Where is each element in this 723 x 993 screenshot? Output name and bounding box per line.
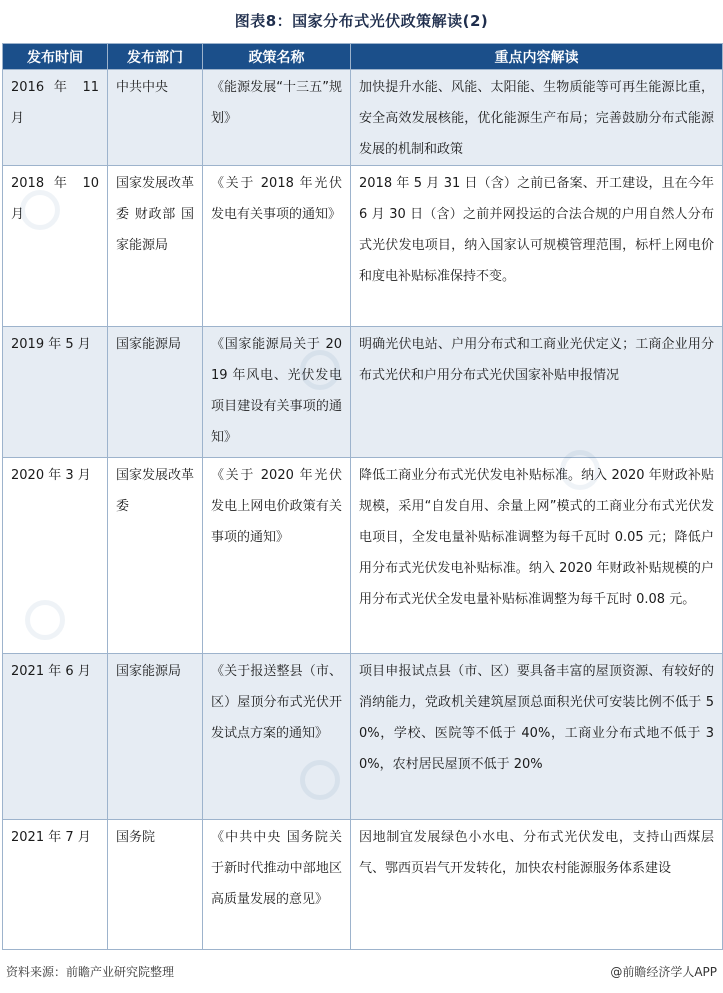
cell-date: 2018 年 10 月 (3, 166, 108, 327)
cell-date: 2019 年 5 月 (3, 327, 108, 458)
header-date: 发布时间 (3, 44, 108, 70)
cell-key-points: 因地制宜发展绿色小水电、分布式光伏发电，支持山西煤层气、鄂西页岩气开发转化，加快农村能源服务体系建设 (351, 820, 723, 950)
cell-key-points: 2018 年 5 月 31 日（含）之前已备案、开工建设，且在今年 6 月 30 日（含）之前并网投运的合法合规的户用自然人分布式光伏发电项目，纳入国家认可规模管理范围，标杆上网电价和度电补贴标准保持不变。 (351, 166, 723, 327)
table-row (3, 654, 723, 820)
table-row (3, 166, 723, 327)
cell-policy-name: 《关于 2018 年光伏发电有关事项的通知》 (203, 166, 351, 327)
header-key-points: 重点内容解读 (351, 44, 723, 70)
table-row (3, 458, 723, 654)
cell-department: 国家发展改革委 财政部 国家能源局 (108, 166, 203, 327)
cell-department: 国家发展改革委 (108, 458, 203, 654)
cell-date: 2021 年 7 月 (3, 820, 108, 950)
cell-department: 国家能源局 (108, 327, 203, 458)
source-note: 资料来源：前瞻产业研究院整理 (6, 965, 175, 979)
header-policy-name: 政策名称 (203, 44, 351, 70)
cell-policy-name: 《国家能源局关于 2019 年风电、光伏发电项目建设有关事项的通知》 (203, 327, 351, 458)
cell-date: 2016 年 11 月 (3, 70, 108, 166)
table-row (3, 820, 723, 950)
chart-title: 图表8：国家分布式光伏政策解读(2) (234, 12, 489, 30)
cell-policy-name: 《关于报送整县（市、区）屋顶分布式光伏开发试点方案的通知》 (203, 654, 351, 820)
policy-table (2, 43, 723, 950)
table-row (3, 70, 723, 166)
brand-credit: @前瞻经济学人APP (610, 965, 717, 979)
table-row (3, 327, 723, 458)
table-header-row (3, 44, 723, 70)
cell-policy-name: 《关于 2020 年光伏发电上网电价政策有关事项的通知》 (203, 458, 351, 654)
cell-key-points: 项目申报试点县（市、区）要具备丰富的屋顶资源、有较好的消纳能力，党政机关建筑屋顶总面积光伏可安装比例不低于 50%，学校、医院等不低于 40%，工商业分布式地不低于 30%，农村居民屋顶不低于 20% (351, 654, 723, 820)
cell-key-points: 降低工商业分布式光伏发电补贴标准。纳入 2020 年财政补贴规模，采用“自发自用、余量上网”模式的工商业分布式光伏发电项目，全发电量补贴标准调整为每千瓦时 0.05 元；降低户用分布式光伏发电补贴标准。纳入 2020 年财政补贴规模的户用分布式光伏全发电量补贴标准调整为每千瓦时 0.08 元。 (351, 458, 723, 654)
cell-department: 国务院 (108, 820, 203, 950)
cell-department: 中共中央 (108, 70, 203, 166)
cell-department: 国家能源局 (108, 654, 203, 820)
header-department: 发布部门 (108, 44, 203, 70)
cell-policy-name: 《中共中央 国务院关于新时代推动中部地区高质量发展的意见》 (203, 820, 351, 950)
cell-policy-name: 《能源发展“十三五”规划》 (203, 70, 351, 166)
cell-key-points: 加快提升水能、风能、太阳能、生物质能等可再生能源比重，安全高效发展核能，优化能源生产布局；完善鼓励分布式能源发展的机制和政策 (351, 70, 723, 166)
cell-date: 2020 年 3 月 (3, 458, 108, 654)
cell-date: 2021 年 6 月 (3, 654, 108, 820)
cell-key-points: 明确光伏电站、户用分布式和工商业光伏定义；工商企业用分布式光伏和户用分布式光伏国家补贴申报情况 (351, 327, 723, 458)
